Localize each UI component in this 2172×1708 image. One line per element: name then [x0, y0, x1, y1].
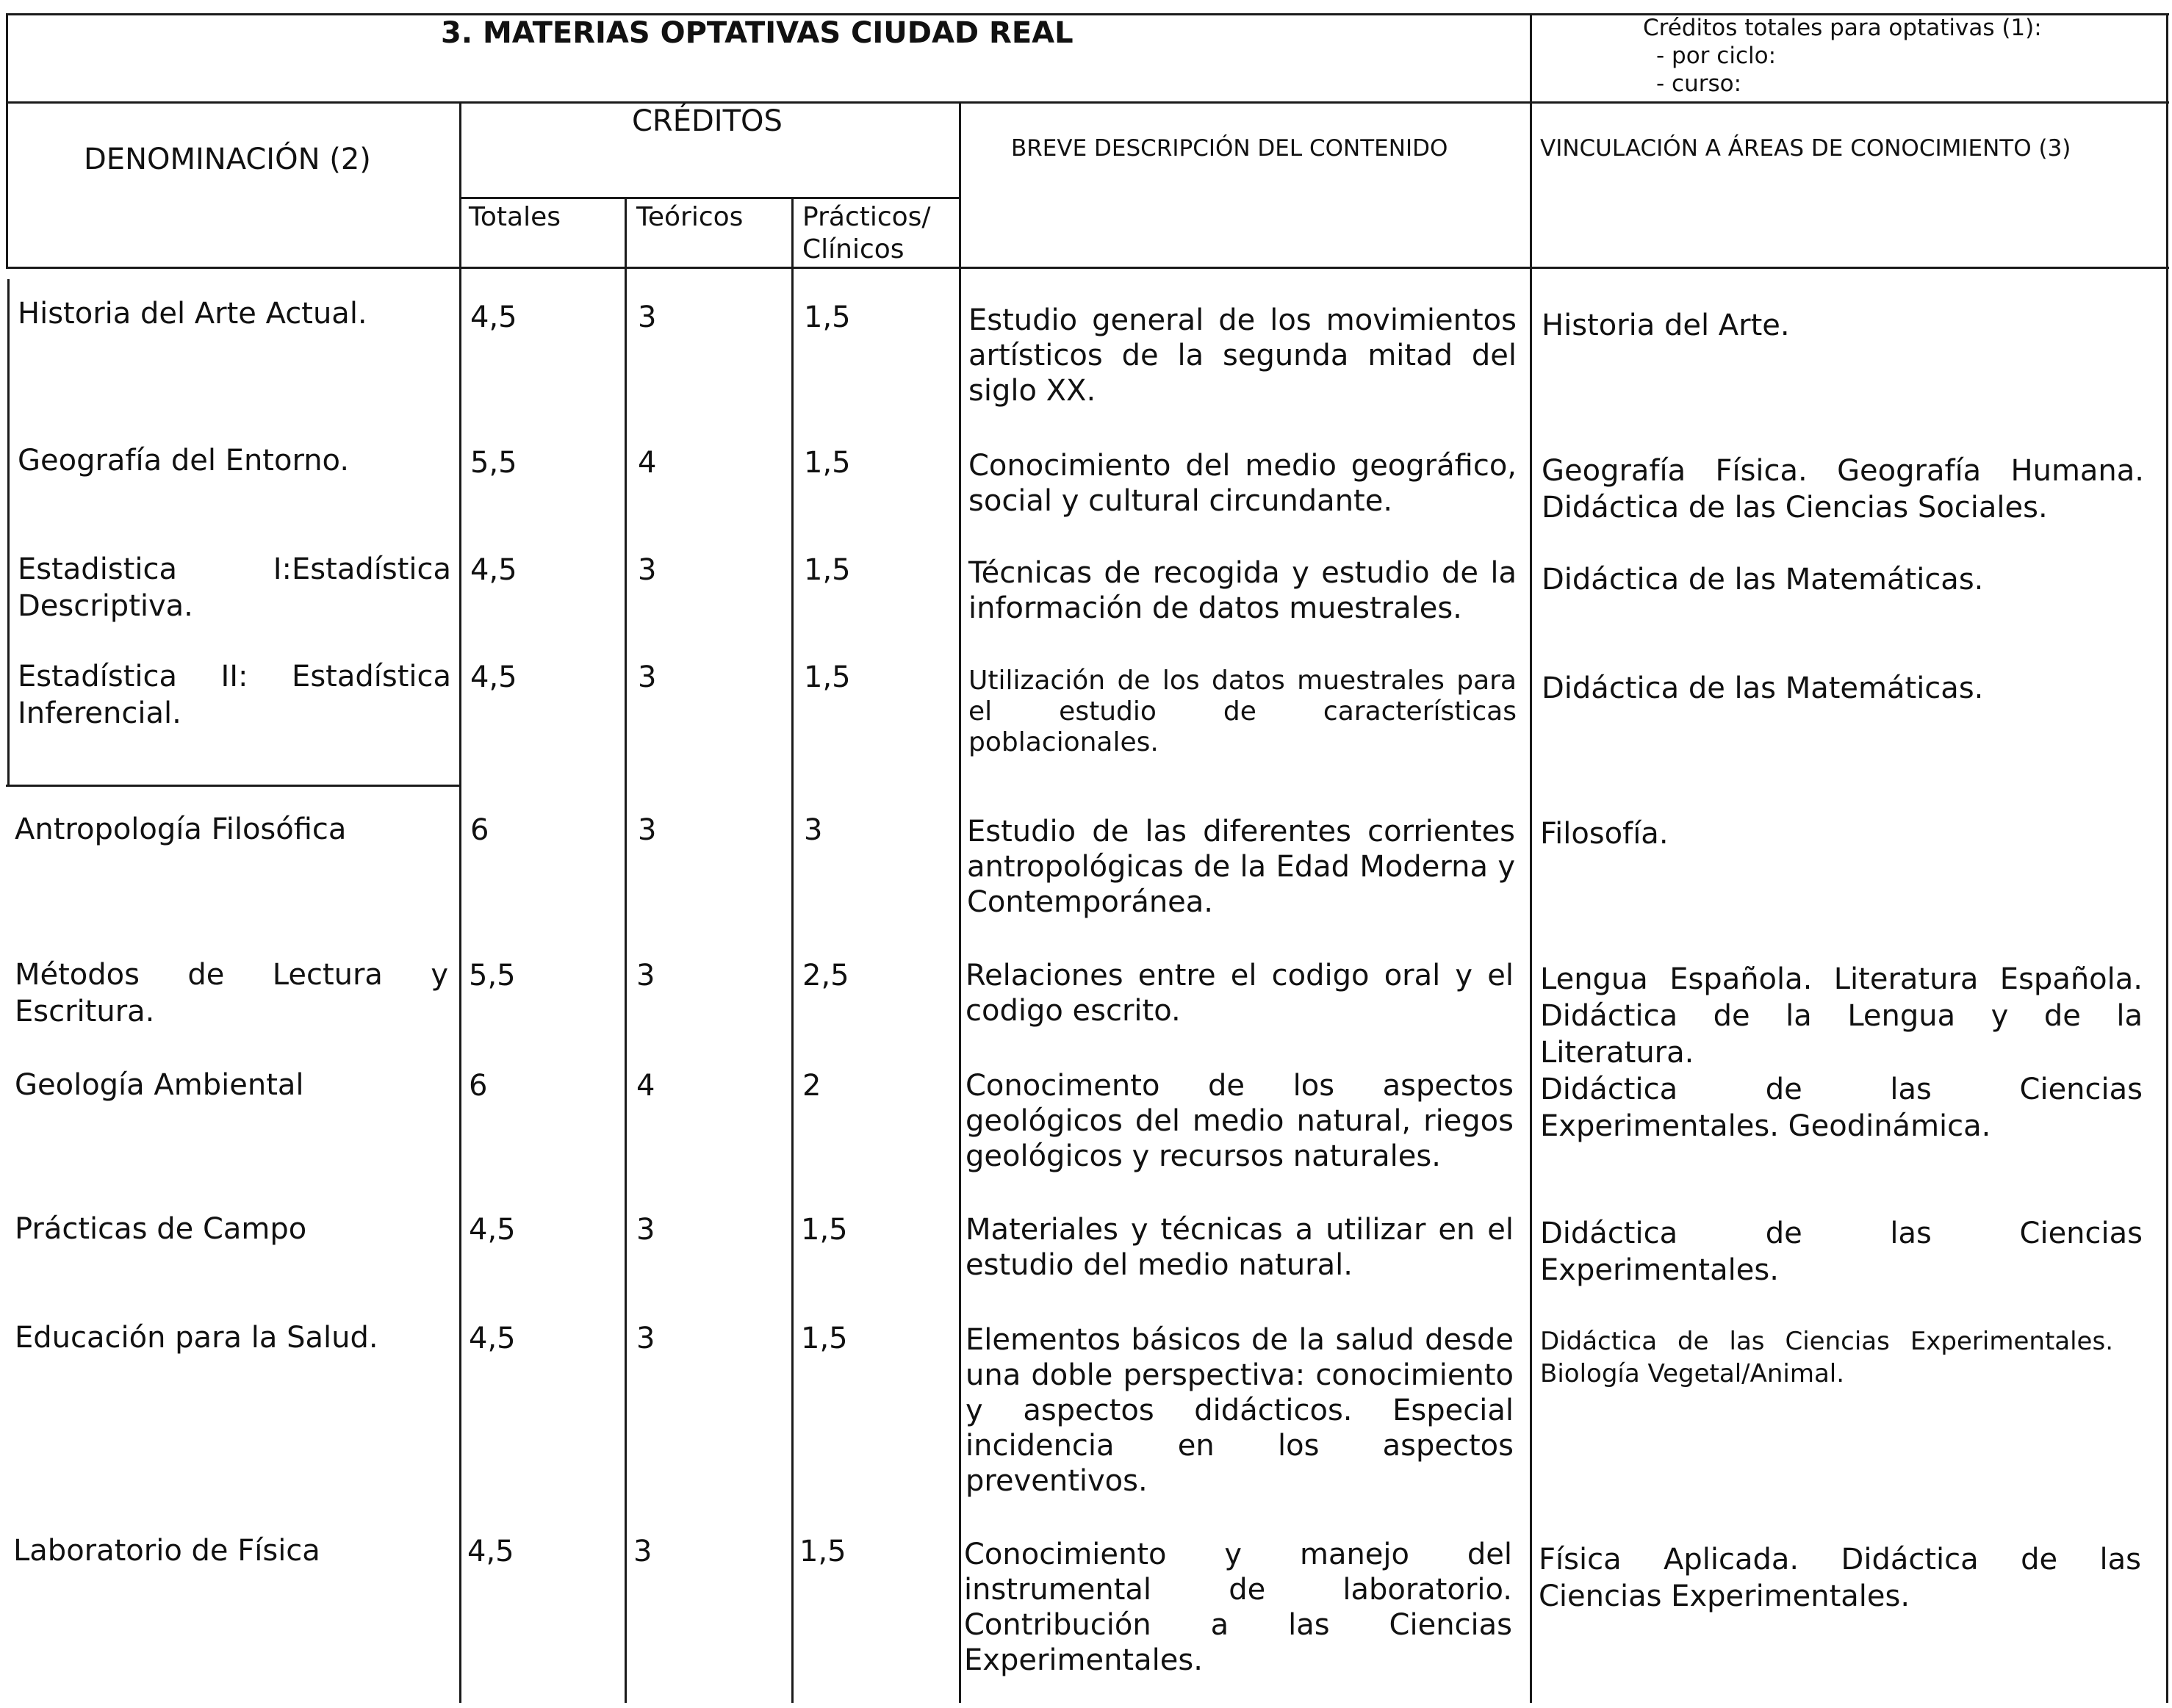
row-7-denominacion: Prácticas de Campo [15, 1212, 307, 1246]
row-5-totales: 5,5 [469, 959, 516, 992]
col-line-totales [625, 197, 627, 1703]
row-4-denominacion: Antropología Filosófica [15, 812, 347, 846]
row-1-teoricos: 4 [638, 446, 657, 480]
row-3-practicos: 1,5 [804, 660, 851, 694]
row-separator-4-5 [6, 785, 461, 787]
row-4-areas: Filosofía. [1540, 817, 1669, 851]
row-6-teoricos: 4 [636, 1069, 655, 1103]
row-8-areas: Didáctica de las Ciencias Experimentales. Biología Vegetal/Animal. [1540, 1327, 2113, 1388]
row-4-descripcion: Estudio de las diferentes corrientes antropológicas de la Edad Moderna y Contemporánea. [967, 815, 1515, 919]
row-1-areas: Geografía Física. Geografía Humana. Didáctica de las Ciencias Sociales. [1542, 454, 2144, 525]
row-3-totales: 4,5 [470, 660, 517, 694]
column-header-practicos: Prácticos/ [802, 202, 931, 232]
row-2-practicos: 1,5 [804, 553, 851, 587]
row-8-practicos: 1,5 [801, 1322, 848, 1355]
row-0-teoricos: 3 [638, 300, 657, 334]
row-1-totales: 5,5 [470, 446, 517, 480]
row-7-areas: Didáctica de las Ciencias Experimentales. [1540, 1217, 2143, 1287]
row-1-practicos: 1,5 [804, 446, 851, 480]
row-9-denominacion: Laboratorio de Física [13, 1534, 320, 1568]
row-0-denominacion: Historia del Arte Actual. [18, 297, 367, 331]
row-4-totales: 6 [470, 813, 489, 847]
creditos-subheader-line [459, 197, 960, 199]
row-9-areas: Física Aplicada. Didáctica de las Ciencias Experimentales. [1539, 1543, 2141, 1613]
column-header-clinicos: Clínicos [802, 234, 905, 264]
row-3-areas: Didáctica de las Matemáticas. [1542, 671, 1984, 705]
row-3-teoricos: 3 [638, 660, 657, 694]
left-border-top [6, 13, 8, 269]
row-0-descripcion: Estudio general de los movimientos artísticos de la segunda mitad del siglo XX. [968, 303, 1517, 408]
row-7-teoricos: 3 [636, 1213, 655, 1247]
row-6-practicos: 2 [802, 1069, 821, 1103]
column-header-bottom [6, 267, 2169, 269]
row-2-totales: 4,5 [470, 553, 517, 587]
row-2-areas: Didáctica de las Matemáticas. [1542, 563, 1984, 597]
row-6-areas: Didáctica de las Ciencias Experimentales. Geodinámica. [1540, 1073, 2143, 1143]
header-divider [6, 101, 2169, 104]
row-2-descripcion: Técnicas de recogida y estudio de la información de datos muestrales. [968, 556, 1517, 625]
column-header-vinculacion: VINCULACIÓN A ÁREAS DE CONOCIMIENTO (3) [1540, 135, 2071, 162]
row-2-denominacion: Estadistica I:Estadística Descriptiva. [18, 552, 451, 623]
row-5-denominacion: Métodos de Lectura y Escritura. [15, 958, 448, 1028]
credits-info-line-2: - por ciclo: [1656, 43, 1777, 69]
column-header-creditos: CRÉDITOS [632, 104, 783, 138]
row-0-totales: 4,5 [470, 300, 517, 334]
row-5-teoricos: 3 [636, 959, 655, 992]
column-header-descripcion: BREVE DESCRIPCIÓN DEL CONTENIDO [1011, 135, 1448, 162]
row-1-denominacion: Geografía del Entorno. [18, 444, 350, 478]
col-line-creditos-right [959, 101, 961, 1703]
column-header-totales: Totales [469, 202, 561, 232]
row-9-totales: 4,5 [467, 1535, 514, 1568]
col-line-teoricos [791, 197, 794, 1703]
row-6-totales: 6 [469, 1069, 488, 1103]
row-0-practicos: 1,5 [804, 300, 851, 334]
row-4-practicos: 3 [804, 813, 823, 847]
row-9-teoricos: 3 [633, 1535, 652, 1568]
row-8-teoricos: 3 [636, 1322, 655, 1355]
row-0-areas: Historia del Arte. [1542, 309, 1790, 342]
column-header-teoricos: Teóricos [636, 202, 744, 232]
left-border-upper-body [7, 279, 10, 785]
row-9-practicos: 1,5 [799, 1535, 846, 1568]
row-3-descripcion: Utilización de los datos muestrales para el estudio de características poblacionales. [968, 666, 1517, 757]
row-5-descripcion: Relaciones entre el codigo oral y el codigo escrito. [965, 959, 1514, 1028]
col-line-denominacion [459, 101, 461, 1703]
row-8-denominacion: Educación para la Salud. [15, 1321, 378, 1355]
row-1-descripcion: Conocimiento del medio geográfico, social y cultural circundante. [968, 449, 1517, 518]
right-border [2166, 13, 2168, 1703]
row-6-descripcion: Conocimento de los aspectos geológicos del medio natural, riegos geológicos y recursos naturales. [965, 1069, 1514, 1173]
page-title: 3. MATERIAS OPTATIVAS CIUDAD REAL [441, 16, 1074, 50]
credits-info-line-3: - curso: [1656, 71, 1742, 97]
row-8-totales: 4,5 [469, 1322, 516, 1355]
row-6-denominacion: Geología Ambiental [15, 1068, 304, 1102]
row-3-denominacion: Estadística II: Estadística Inferencial. [18, 660, 451, 730]
col-line-descripcion-right [1530, 13, 1532, 1703]
row-4-teoricos: 3 [638, 813, 657, 847]
column-header-denominacion: DENOMINACIÓN (2) [84, 143, 371, 176]
row-2-teoricos: 3 [638, 553, 657, 587]
row-8-descripcion: Elementos básicos de la salud desde una doble perspectiva: conocimiento y aspectos didácticos. Especial incidencia en los aspectos preventivos. [965, 1323, 1514, 1498]
row-7-descripcion: Materiales y técnicas a utilizar en el estudio del medio natural. [965, 1213, 1514, 1282]
row-9-descripcion: Conocimiento y manejo del instrumental de laboratorio. Contribución a las Ciencias Experimentales. [964, 1538, 1512, 1677]
row-7-practicos: 1,5 [801, 1213, 848, 1247]
row-5-areas: Lengua Española. Literatura Española. Didáctica de la Lengua y de la Literatura. [1540, 962, 2143, 1070]
credits-info-line-1: Créditos totales para optativas (1): [1643, 15, 2042, 41]
row-7-totales: 4,5 [469, 1213, 516, 1247]
row-5-practicos: 2,5 [802, 959, 849, 992]
